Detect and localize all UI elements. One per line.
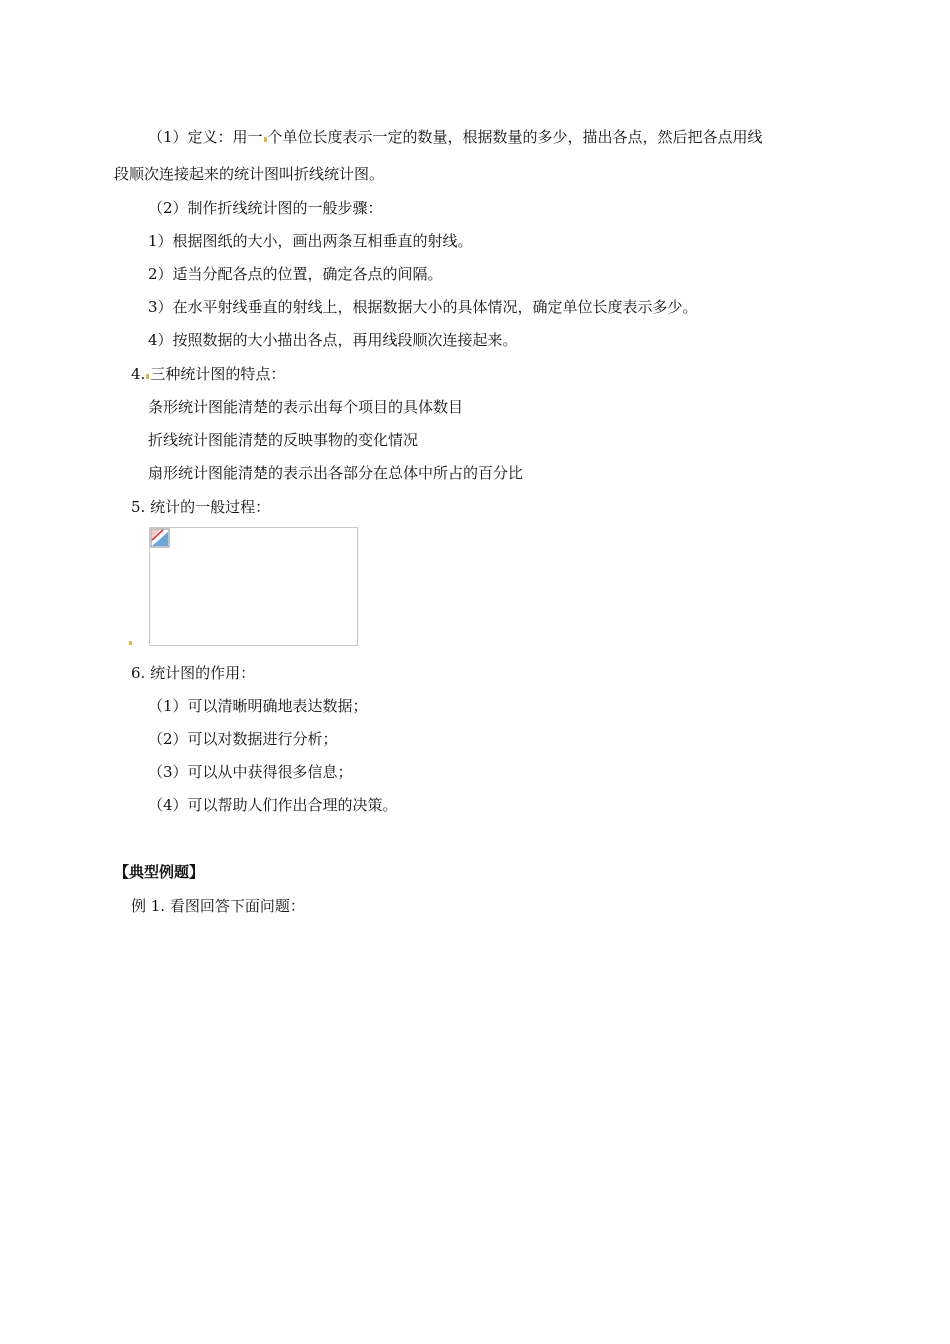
use-item: （2）可以对数据进行分析； [148,730,338,748]
example-1-prompt: 例 1. 看图回答下面问题： [131,897,305,915]
definition-text-b: 个单位长度表示一定的数量，根据数量的多少，描出各点，然后把各点用线 [267,128,763,146]
use-item: （3）可以从中获得很多信息； [148,763,353,781]
features-number: 4. [131,365,146,383]
feature-item: 扇形统计图能清楚的表示出各部分在总体中所占的百分比 [148,464,524,482]
step-item: 3）在水平射线垂直的射线上，根据数据大小的具体情况，确定单位长度表示多少。 [148,298,698,316]
anchor-mark-icon [129,641,132,645]
anchor-mark-icon [264,137,267,142]
step-item: 4）按照数据的大小描出各点，再用线段顺次连接起来。 [148,331,518,349]
steps-title: （2）制作折线统计图的一般步骤： [148,199,383,217]
feature-item: 条形统计图能清楚的表示出每个项目的具体数目 [148,398,464,416]
process-title: 5. 统计的一般过程： [131,498,271,516]
features-title-text: 三种统计图的特点： [150,365,286,383]
definition-line-1 [148,127,763,147]
process-image-placeholder [149,527,358,646]
step-item: 1）根据图纸的大小，画出两条互相垂直的射线。 [148,232,473,250]
features-title [131,364,285,384]
anchor-mark-icon [146,374,149,379]
section-heading: 【典型例题】 [114,863,205,881]
broken-image-icon [150,528,170,548]
definition-text-a: （1）定义：用一 [148,128,263,146]
feature-item: 折线统计图能清楚的反映事物的变化情况 [148,431,419,449]
definition-line-2: 段顺次连接起来的统计图叫折线统计图。 [114,165,385,183]
step-item: 2）适当分配各点的位置，确定各点的间隔。 [148,265,443,283]
use-item: （1）可以清晰明确地表达数据； [148,697,368,715]
uses-title: 6. 统计图的作用： [131,664,256,682]
use-item: （4）可以帮助人们作出合理的决策。 [148,796,398,814]
